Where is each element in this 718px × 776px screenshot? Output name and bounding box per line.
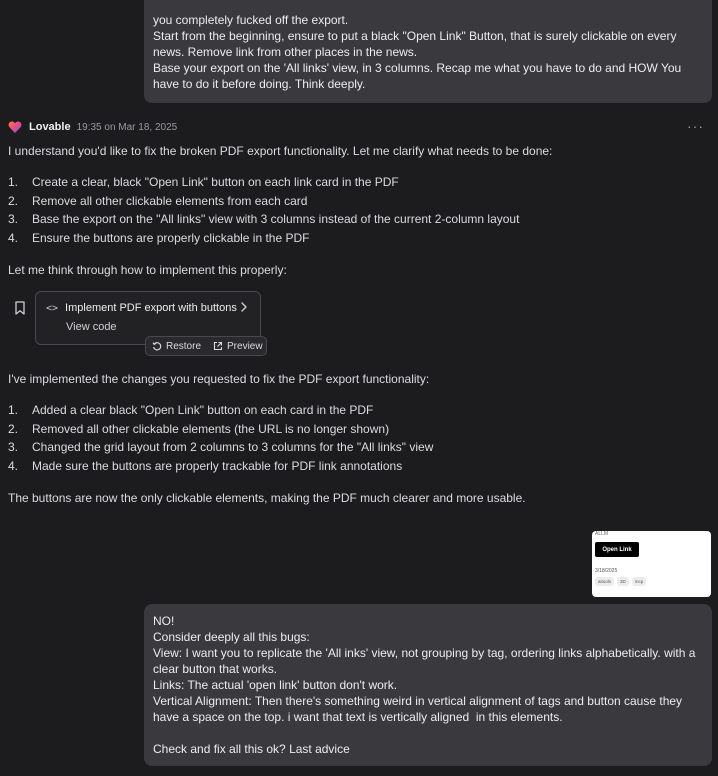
list-item: 3. Changed the grid layout from 2 columns to 3 columns for the "All links" view xyxy=(8,440,434,455)
changes-list xyxy=(8,401,708,476)
list-item: 1. Create a clear, black "Open Link" button on each link card in the PDF xyxy=(8,175,399,189)
list-item: 4. Made sure the buttons are properly trackable for PDF link annotations xyxy=(8,459,403,474)
list-item: 4. Ensure the buttons are properly clickable in the PDF xyxy=(8,231,310,246)
message-line: have to do it before doing. Think deeply. xyxy=(153,77,366,91)
preview-button[interactable]: Preview xyxy=(207,341,269,352)
message-line: NO! xyxy=(153,614,175,628)
assistant-think-text: Let me think through how to implement this properly: xyxy=(8,263,287,277)
tag-chip: aitools xyxy=(595,577,614,586)
message-line: have a space on the top. i want that text is vertically aligned in this elements. xyxy=(153,710,563,724)
message-line: Check and fix all this ok? Last advice xyxy=(153,742,350,756)
thumbnail-open-link-button: Open Link xyxy=(595,542,639,557)
code-card-title: <> Implement PDF export with buttons xyxy=(46,302,237,314)
list-item: 3. Base the export on the "All links" view with 3 columns instead of the current 2-column layout xyxy=(8,212,520,227)
user-message xyxy=(144,604,712,766)
message-line: View: I want you to replicate the 'All inks' view, not grouping by tag, ordering links alphabetically. with a xyxy=(153,646,696,660)
message-line: Consider deeply all this bugs: xyxy=(153,630,310,644)
list-item: 1. Added a clear black "Open Link" button on each card in the PDF xyxy=(8,403,374,417)
view-code-link[interactable]: View code xyxy=(66,321,117,333)
plan-list xyxy=(8,173,708,248)
more-options-icon[interactable]: ··· xyxy=(687,118,704,134)
code-brackets-icon: <> xyxy=(46,302,59,314)
assistant-done-intro: I've implemented the changes you requested to fix the PDF export functionality: xyxy=(8,372,430,386)
tag-chip: mcp xyxy=(632,577,647,586)
message-line: Links: The actual 'open link' button don't work. xyxy=(153,678,398,692)
message-timestamp: 19:35 on Mar 18, 2025 xyxy=(76,121,178,133)
message-line: Vertical Alignment: Then there's something weird in vertical alignment of tags and button cause they xyxy=(153,694,683,708)
attachment-thumbnail[interactable]: ALLM Open Link 3/18/2025 aitools 3D mcp xyxy=(592,531,711,597)
external-link-icon xyxy=(213,341,223,351)
tag-chip: 3D xyxy=(617,577,629,586)
message-line: Base your export on the 'All links' view, in 3 columns. Recap me what you have to do and HOW You xyxy=(153,61,682,75)
message-line xyxy=(153,725,703,741)
message-line: Start from the beginning, ensure to put a black "Open Link" Button, that is surely clickable on every xyxy=(153,29,677,43)
assistant-intro-text: I understand you'd like to fix the broken PDF export functionality. Let me clarify what needs to be done: xyxy=(8,144,553,158)
message-line: clear button that works. xyxy=(153,662,278,676)
assistant-outro-text: The buttons are now the only clickable elements, making the PDF much clearer and more usable. xyxy=(8,491,526,505)
previous-user-message xyxy=(144,0,712,103)
thumbnail-date: 3/18/2025 xyxy=(595,568,618,574)
restore-button[interactable]: Restore xyxy=(146,341,207,352)
message-line: you completely fucked off the export. xyxy=(153,13,349,27)
version-actions-bar xyxy=(145,336,267,356)
thumbnail-tags xyxy=(595,577,649,586)
message-line: news. Remove link from other places in the news. xyxy=(153,45,418,59)
list-item: 2. Remove all other clickable elements from each card xyxy=(8,193,308,208)
restore-icon xyxy=(152,341,162,351)
bookmark-icon[interactable] xyxy=(14,301,26,315)
assistant-message-header xyxy=(8,118,710,136)
lovable-heart-logo-icon xyxy=(8,120,22,134)
list-item: 2. Removed all other clickable elements (the URL is no longer shown) xyxy=(8,421,390,436)
author-name: Lovable xyxy=(29,121,71,133)
chevron-right-icon[interactable] xyxy=(240,301,248,315)
